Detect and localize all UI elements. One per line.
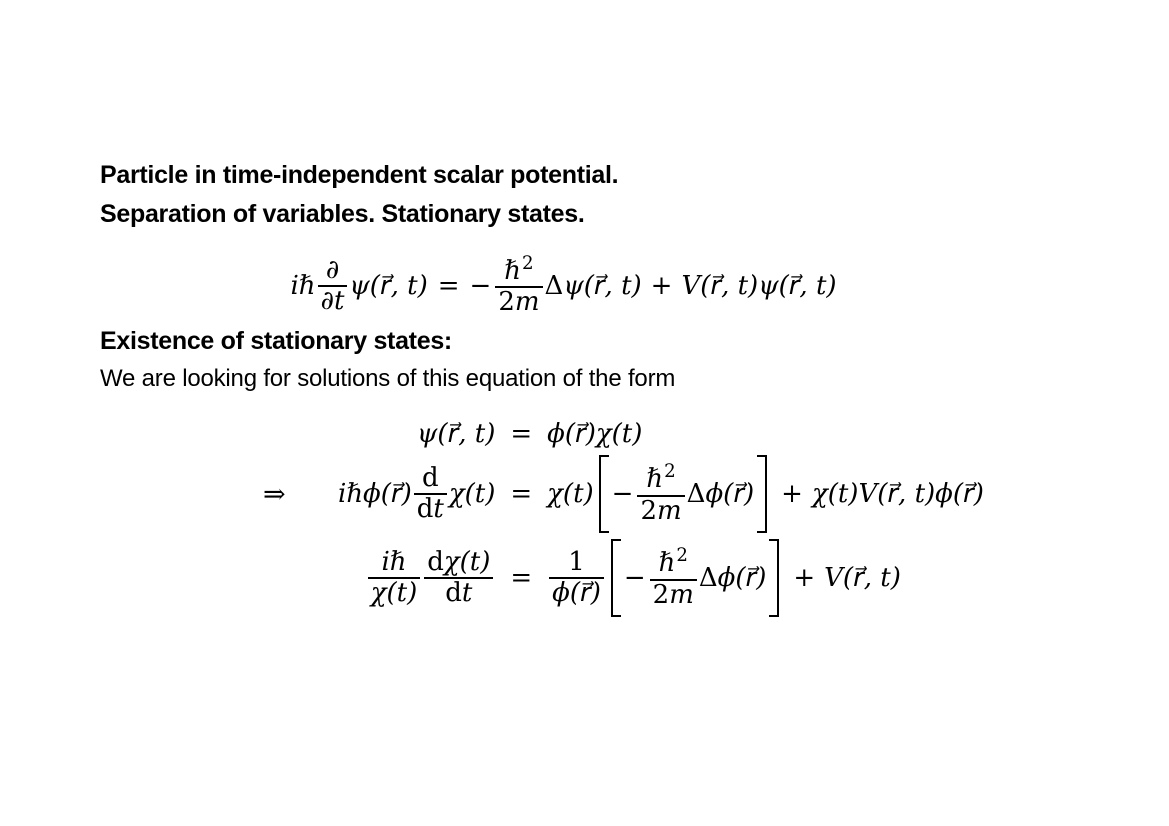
dt-denominator: dt [414, 493, 447, 524]
left-bracket [599, 455, 609, 533]
hbar-exponent: 2 [522, 253, 534, 274]
hbar-squared-over-2m-fraction [495, 254, 542, 317]
ihbar-numerator: iℏ [381, 546, 407, 577]
intro-paragraph: We are looking for solutions of this equation of the form [100, 365, 676, 392]
title-line-2: Separation of variables. Stationary states. [100, 200, 585, 228]
divided-lhs [366, 548, 496, 608]
minus-sign: − [469, 270, 492, 301]
chi-of-t: χ(t) [448, 479, 496, 509]
potential-term: V(r⃗, t) [824, 563, 901, 593]
ansatz-lhs: ψ(r⃗, t) [417, 419, 496, 449]
title-line-1: Particle in time-independent scalar potential. [100, 161, 619, 189]
hbar-squared [650, 546, 697, 578]
one-numerator: 1 [568, 546, 585, 577]
one-over-phi-fraction [549, 548, 604, 608]
d-upright: d [421, 462, 439, 493]
phi-denominator: ϕ(r⃗) [549, 577, 604, 608]
right-bracket [769, 539, 779, 617]
hbar-squared [637, 462, 684, 494]
minus-sign: − [623, 563, 646, 593]
dt-denominator: dt [424, 577, 493, 608]
laplacian-argument: ϕ(r⃗) [717, 563, 767, 593]
partial-dt: ∂t [318, 285, 348, 316]
separated-equals: = [510, 479, 533, 509]
separated-rhs [547, 455, 984, 533]
plus-sign: + [650, 270, 673, 301]
equals-sign: = [437, 270, 460, 301]
existence-heading: Existence of stationary states: [100, 327, 452, 355]
hbar-symbol: ℏ [658, 548, 676, 579]
chi-v-phi-term: χ(t)V(r⃗, t)ϕ(r⃗) [811, 479, 984, 509]
divided-equals: = [510, 563, 533, 593]
plus-sign: + [793, 563, 816, 593]
ihbar-over-chi-fraction [368, 548, 421, 608]
schrodinger-equation [0, 254, 1169, 317]
dchi-dt-fraction [424, 548, 493, 608]
chi-prefactor: χ(t) [547, 479, 594, 509]
hbar-squared-over-2m-fraction [650, 546, 697, 609]
separated-lhs [338, 464, 495, 524]
chi-denominator: χ(t) [368, 577, 421, 608]
ansatz-equals: = [510, 419, 533, 449]
left-bracket [611, 539, 621, 617]
two-m-denominator: 2m [650, 579, 697, 610]
hbar-exponent: 2 [676, 545, 688, 567]
schrodinger-equation-row [290, 254, 836, 317]
derivation-block [263, 419, 984, 617]
hbar-symbol: ℏ [504, 256, 522, 286]
minus-sign: − [611, 479, 634, 509]
ansatz-rhs: ϕ(r⃗)χ(t) [547, 419, 643, 449]
right-bracket [757, 455, 767, 533]
two-m-denominator: 2m [495, 286, 542, 317]
laplacian-symbol: Δ [544, 270, 564, 301]
potential-term: V(r⃗, t)ψ(r⃗, t) [681, 270, 837, 301]
hbar-squared [495, 254, 542, 286]
plus-sign: + [781, 479, 803, 509]
implies-arrow: ⇒ [263, 478, 286, 510]
laplacian-symbol: Δ [698, 563, 718, 593]
ihbar-phi-factor: iℏϕ(r⃗) [338, 479, 412, 509]
hbar-squared-over-2m-fraction [637, 462, 684, 525]
hbar-symbol: ℏ [646, 464, 664, 495]
laplacian-symbol: Δ [686, 479, 706, 509]
d-dt-fraction [414, 464, 447, 524]
ihbar-factor: iℏ [290, 270, 316, 301]
wavefunction-psi: ψ(r⃗, t) [349, 270, 428, 301]
divided-rhs [547, 539, 901, 617]
dchi-numerator: dχ(t) [427, 546, 491, 577]
two-m-denominator: 2m [637, 495, 684, 526]
laplacian-argument: ψ(r⃗, t) [563, 270, 642, 301]
laplacian-argument: ϕ(r⃗) [705, 479, 755, 509]
hbar-exponent: 2 [664, 461, 676, 483]
partial-time-derivative-fraction [318, 256, 348, 316]
partial-symbol: ∂ [325, 254, 340, 285]
